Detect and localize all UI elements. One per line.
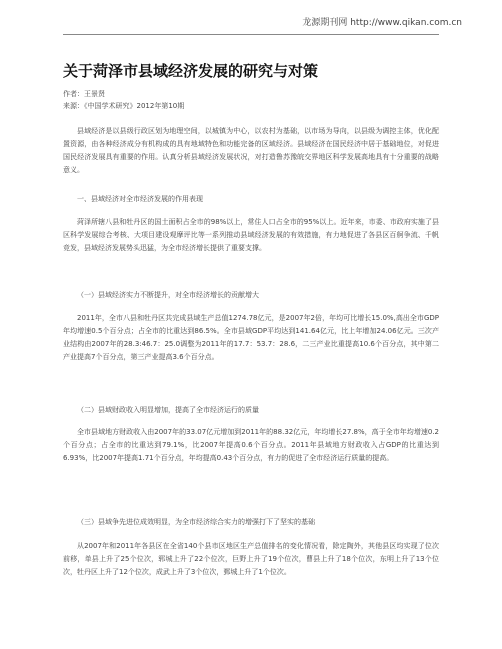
intro-paragraph: 县域经济是以县级行政区划为地理空间，以城镇为中心，以农村为基础，以市场为导向，以县级为调控主体，优化配置资源，由各种经济成分有机构成的具有地域特色和功能完备的区域经济。县域经济在国民经济中居于基础地位，对促进国民经济发展具有重要的作用。认真分析县域经济发展状况，对打造鲁苏豫皖交界地区科学发展高地具有十分重要的战略意义。 — [63, 127, 439, 174]
article-author: 作者：王景贤 — [63, 90, 105, 98]
subsection2-heading: （二）县域财政收入明显增加，提高了全市经济运行的质量 — [77, 406, 259, 414]
section1-heading: 一、县域经济对全市经济发展的作用表现 — [77, 195, 203, 203]
article-title: 关于菏泽市县域经济发展的研究与对策 — [63, 62, 319, 80]
header-divider — [63, 34, 439, 35]
subsection3-heading: （三）县域争先进位成效明显，为全市经济综合实力的增强打下了坚实的基础 — [77, 518, 315, 526]
site-header[interactable]: 龙源期刊网 http://www.qikan.com.cn — [302, 18, 462, 28]
article-source: 来源：《中国学术研究》2012年第10期 — [63, 102, 185, 110]
subsection3-paragraph: 从2007年和2011年各县区在全省140个县市区地区生产总值排名的变化情况看，除定陶外，其他县区均实现了位次前移，单县上升了25个位次，郓城上升了22个位次，巨野上升了19个位次，曹县上升了18个位次，东明上升了13个位次，牡丹区上升了12个位次，成武上升了3个位次，鄄城上升了1个位次。 — [63, 542, 439, 576]
subsection2-paragraph: 全市县域地方财政收入由2007年的33.07亿元增加到2011年的88.32亿元，年均增长27.8%，高于全市年均增速0.2个百分点；占全市的比重达到79.1%，比2007年提高0.6个百分点。2011年县域地方财政收入占GDP的比重达到6.93%，比2007年提高1.71个百分点，年均提高0.43个百分点，有力的促进了全市经济运行质量的提高。 — [63, 428, 439, 462]
section1-paragraph: 菏泽所辖八县和牡丹区的国土面积占全市的98%以上，常住人口占全市的95%以上。近年来，市委、市政府实施了县区科学发展综合考核、大项目建设观摩评比等一系列推动县域经济发展的有效措施，有力地促进了各县区百舸争流、千帆竞发，县域经济发展势头迅猛，为全市经济增长提供了重要支撑。 — [63, 218, 439, 252]
subsection1-paragraph: 2011年，全市八县和牡丹区共完成县域生产总值1274.78亿元，是2007年2倍，年均可比增长15.0%,高出全市GDP年均增速0.5个百分点；占全市的比重达到86.5%。全市县域GDP平均达到141.64亿元，比上年增加24.06亿元。三次产业结构由2007年的28.3:46.7：25.0调整为2011年的17.7：53.7：28.6，二三产业比重提高10.6个百分点，其中第二产业提高7个百分点，第三产业提高3.6个百分点。 — [63, 314, 439, 361]
subsection1-heading: （一）县域经济实力不断提升，对全市经济增长的贡献增大 — [77, 291, 259, 299]
